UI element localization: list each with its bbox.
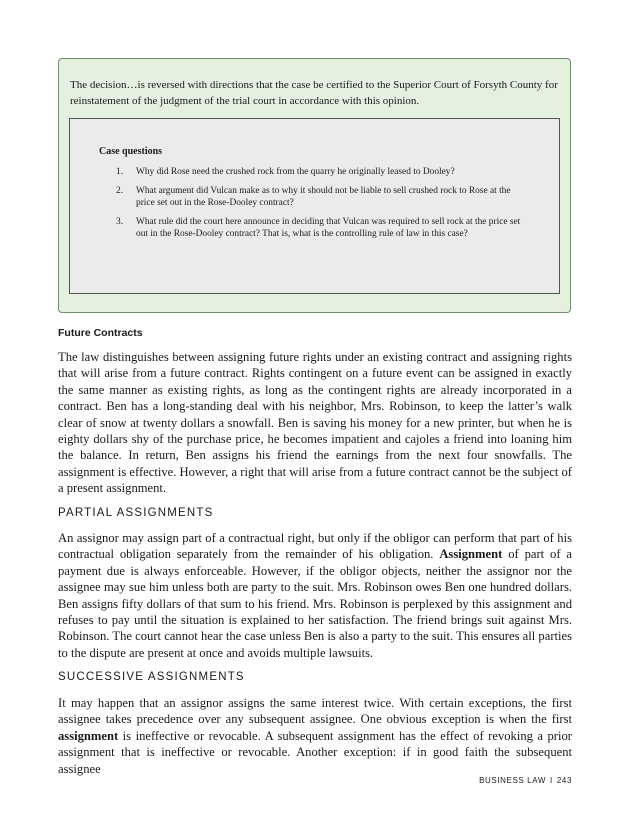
decision-text: The decision…is reversed with directions that the case be certified to the Superior Court of Forsyth County for reinstatement of the judgment of the trial court in accordance with this opinion. bbox=[70, 79, 558, 107]
future-contracts-heading: Future Contracts bbox=[58, 327, 143, 339]
future-contracts-paragraph: The law distinguishes between assigning future rights under an existing contract and assigning rights that will arise from a future contract. Rights contingent on a future event can be assigned in exactly the same manner as existing rights, as long as the contingent rights are already incorporated in a contract. Ben has a long-standing deal with his neighbor, Mrs. Robinson, to keep the latter’s walk clear of snow at twenty dollars a snowfall. Ben is saving his money for a new printer, but when he is eighty dollars shy of the purchase price, he becomes impatient and cajoles a friend into loaning him the balance. In return, Ben assigns his friend the earnings from the next four snowfalls. The assignment is effective. However, a right that will arise from a future contract cannot be the subject of a present assignment. bbox=[58, 350, 572, 496]
partial-assignments-paragraph bbox=[58, 530, 572, 661]
case-question-item bbox=[101, 185, 521, 210]
page-footer bbox=[479, 776, 572, 785]
question-text: Why did Rose need the crushed rock from the quarry he originally leased to Dooley? bbox=[136, 167, 455, 177]
case-questions-title: Case questions bbox=[99, 146, 163, 157]
question-number: 2. bbox=[116, 185, 124, 196]
case-question-item bbox=[101, 166, 521, 179]
successive-assignments-paragraph bbox=[58, 695, 572, 777]
question-text: What argument did Vulcan make as to why it should not be liable to sell crushed rock to Rose at the price set out in the Rose-Dooley contract? bbox=[136, 185, 511, 208]
paragraph-text: An assignor may assign part of a contractual right, but only if the obligor can perform that part of his contractual obligation separately from the remainder of his obligation. bbox=[58, 531, 572, 562]
footer-book-title: BUSINESS LAW bbox=[479, 776, 547, 785]
footer-separator: I bbox=[550, 776, 553, 785]
question-number: 3. bbox=[116, 216, 124, 227]
bold-term: assignment bbox=[58, 728, 119, 743]
question-number: 1. bbox=[116, 167, 124, 177]
page-number: 243 bbox=[556, 776, 572, 785]
bold-term: Assignment bbox=[439, 547, 503, 562]
case-question-item bbox=[101, 216, 521, 241]
question-text: What rule did the court here announce in deciding that Vulcan was required to sell rock at the price set out in the Rose-Dooley contract? That is, what is the controlling rule of law in this case? bbox=[136, 216, 521, 239]
paragraph-text: is ineffective or revocable. A subsequent assignment has the effect of revoking a prior assignment that is ineffective or revocable. Another exception: if in good faith the subsequent assignee bbox=[58, 728, 572, 776]
case-questions-list bbox=[101, 166, 521, 247]
paragraph-text: It may happen that an assignor assigns the same interest twice. With certain exceptions, the first assignee takes precedence over any subsequent assignee. One obvious exception is when the first bbox=[58, 696, 572, 727]
paragraph-text: of part of a payment due is always enforceable. However, if the obligor objects, neither the assignor nor the assignee may sue him unless both are party to the suit. Mrs. Robinson owes Ben one hundred dollars. Ben assigns fifty dollars of that sum to his friend. Mrs. Robinson is perplexed by this assignment and refuses to pay until the situation is explained to her satisfaction. The friend brings suit against Mrs. Robinson. The court cannot hear the case unless Ben is also a party to the suit. This ensures all parties to the dispute are present at once and avoids multiple lawsuits. bbox=[58, 547, 572, 660]
successive-assignments-heading: SUCCESSIVE ASSIGNMENTS bbox=[58, 671, 245, 683]
partial-assignments-heading: PARTIAL ASSIGNMENTS bbox=[58, 507, 214, 519]
